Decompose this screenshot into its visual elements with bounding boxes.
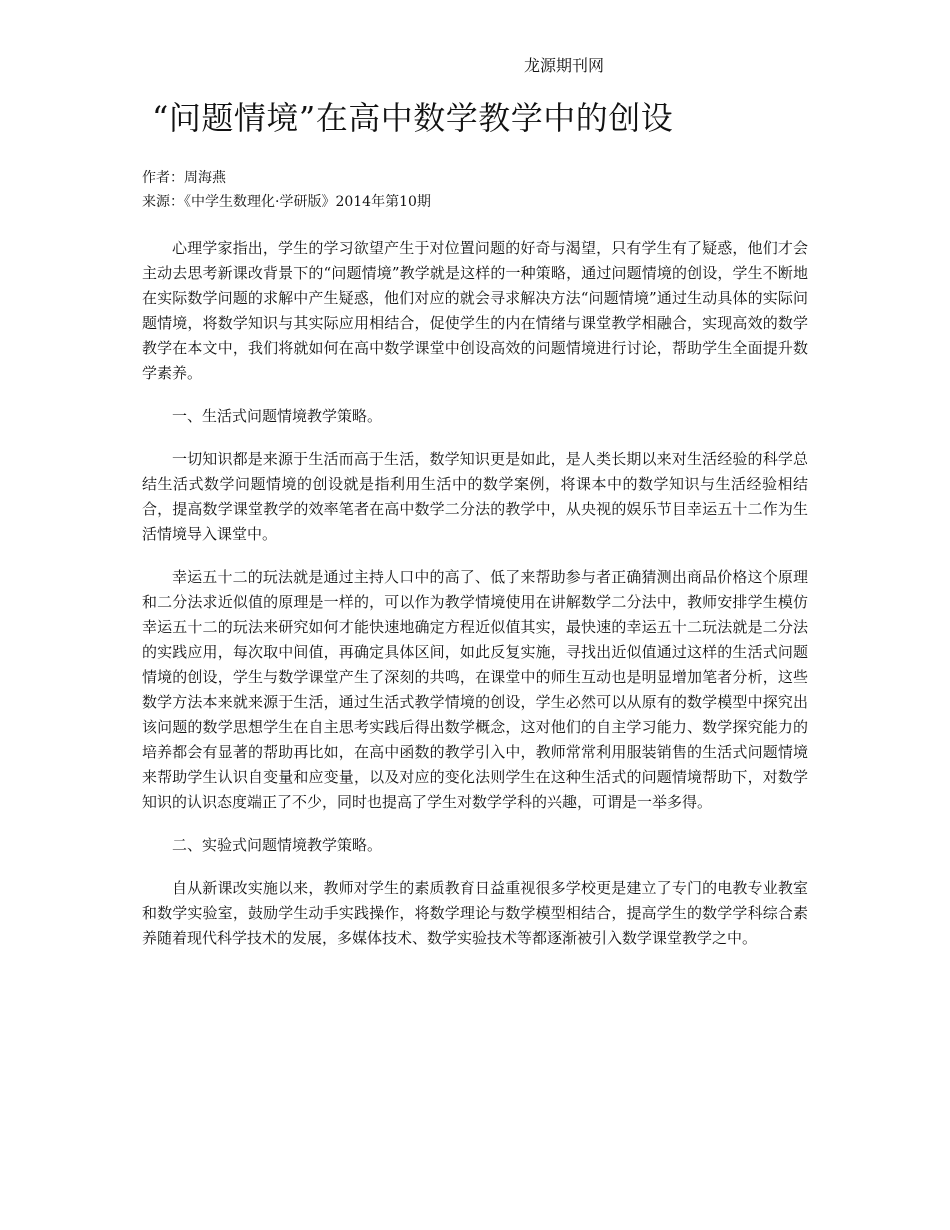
paragraph: 幸运五十二的玩法就是通过主持人口中的高了、低了来帮助参与者正确猜测出商品价格这个原理和二分法求近似值的原理是一样的，可以作为教学情境使用在讲解数学二分法中，教师安排学生模仿幸运五十二的玩法来研究如何才能快速地确定方程近似值其实，最快速的幸运五十二玩法就是二分法的实践应用，每次取中间值，再确定具体区间，如此反复实施，寻找出近似值通过这样的生活式问题情境的创设，学生与数学课堂产生了深刻的共鸣，在课堂中的师生互动也是明显增加笔者分析，这些数学方法本来就来源于生活，通过生活式教学情境的创设，学生必然可以从原有的数学模型中探究出该问题的数学思想学生在自主思考实践后得出数学概念，这对他们的自主学习能力、数学探究能力的培养都会有显著的帮助再比如，在高中函数的教学引入中，教师常常利用服装销售的生活式问题情境来帮助学生认识自变量和应变量，以及对应的变化法则学生在这种生活式的问题情境帮助下，对数学知识的认识态度端正了不少，同时也提高了学生对数学学科的兴趣，可谓是一举多得。 [142,568,808,811]
article-body [142,236,808,969]
article-title: “问题情境”在高中数学教学中的创设 [152,99,674,137]
author-line: 作者：周海燕 [142,170,226,186]
site-name: 龙源期刊网 [524,56,605,75]
section-heading-1: 一、生活式问题情境教学策略。 [172,407,383,425]
article-meta [142,166,431,214]
paragraph: 自从新课改实施以来，教师对学生的素质教育日益重视很多学校更是建立了专门的电教专业教室和数学实验室，鼓励学生动手实践操作，将数学理论与数学模型相结合，提高学生的数学学科综合素养随着现代科学技术的发展，多媒体技术、数学实验技术等都逐渐被引入数学课堂教学之中。 [142,879,808,947]
paragraph: 一切知识都是来源于生活而高于生活，数学知识更是如此，是人类长期以来对生活经验的科学总结生活式数学问题情境的创设就是指利用生活中的数学案例，将课本中的数学知识与生活经验相结合，提高数学课堂教学的效率笔者在高中数学二分法的教学中，从央视的娱乐节目幸运五十二作为生活情境导入课堂中。 [142,450,808,543]
paragraph-intro: 心理学家指出，学生的学习欲望产生于对位置问题的好奇与渴望，只有学生有了疑惑，他们才会主动去思考新课改背景下的“问题情境”教学就是这样的一种策略，通过问题情境的创设，学生不断地在实际数学问题的求解中产生疑惑，他们对应的就会寻求解决方法“问题情境”通过生动具体的实际问题情境，将数学知识与其实际应用相结合，促使学生的内在情绪与课堂教学相融合，实现高效的数学教学在本文中，我们将就如何在高中数学课堂中创设高效的问题情境进行讨论，帮助学生全面提升数学素养。 [142,239,808,382]
source-line: 来源：《中学生数理化·学研版》2014年第10期 [142,194,431,210]
section-heading-2: 二、实验式问题情境教学策略。 [172,836,383,854]
